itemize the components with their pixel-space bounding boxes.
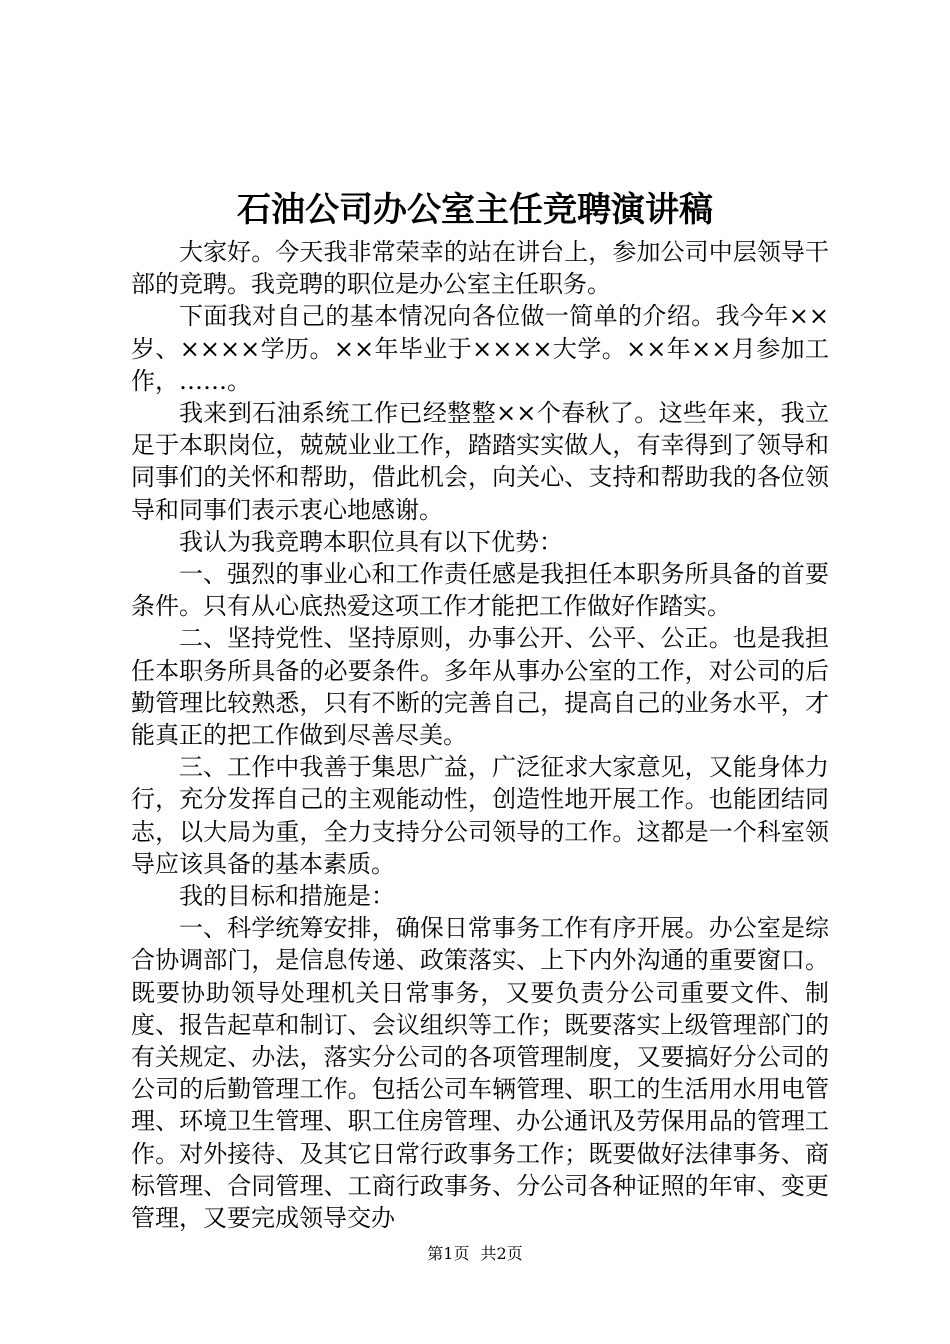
page-footer [0,1243,950,1265]
page-number: 第1页 [427,1244,470,1263]
page-total: 共2页 [480,1244,523,1263]
document-body [131,236,829,1234]
paragraph-self-introduction: 下面我对自己的基本情况向各位做一简单的介绍。我今年××岁、××××学历。××年毕业于××××大学。××年××月参加工作，……。 [131,302,829,395]
paragraph-advantage-1: 一、强烈的事业心和工作责任感是我担任本职务所具备的首要条件。只有从心底热爱这项工作才能把工作做好作踏实。 [131,560,829,621]
paragraph-advantage-3: 三、工作中我善于集思广益，广泛征求大家意见，又能身体力行，充分发挥自己的主观能动性，创造性地开展工作。也能团结同志，以大局为重，全力支持分公司领导的工作。这都是一个科室领导应该具备的基本素质。 [131,753,829,878]
paragraph-work-history: 我来到石油系统工作已经整整××个春秋了。这些年来，我立足于本职岗位，兢兢业业工作，踏踏实实做人，有幸得到了领导和同事们的关怀和帮助，借此机会，向关心、支持和帮助我的各位领导和同事们表示衷心地感谢。 [131,399,829,524]
paragraph-goal-1: 一、科学统筹安排，确保日常事务工作有序开展。办公室是综合协调部门，是信息传递、政策落实、上下内外沟通的重要窗口。既要协助领导处理机关日常事务，又要负责分公司重要文件、制度、报告起草和制订、会议组织等工作；既要落实上级管理部门的有关规定、办法，落实分公司的各项管理制度，又要搞好分公司的公司的后勤管理工作。包括公司车辆管理、职工的生活用水用电管理、环境卫生管理、职工住房管理、办公通讯及劳保用品的管理工作。对外接待、及其它日常行政事务工作；既要做好法律事务、商标管理、合同管理、工商行政事务、分公司各种证照的年审、变更管理，又要完成领导交办 [131,914,829,1233]
paragraph-advantages-intro: 我认为我竞聘本职位具有以下优势： [179,527,563,556]
paragraph-goals-intro: 我的目标和措施是： [179,882,395,911]
paragraph-greeting: 大家好。今天我非常荣幸的站在讲台上，参加公司中层领导干部的竞聘。我竞聘的职位是办公室主任职务。 [131,238,829,299]
document-title: 石油公司办公室主任竞聘演讲稿 [237,190,713,230]
paragraph-advantage-2: 二、坚持党性、坚持原则，办事公开、公平、公正。也是我担任本职务所具备的必要条件。多年从事办公室的工作，对公司的后勤管理比较熟悉，只有不断的完善自己，提高自己的业务水平，才能真正的把工作做到尽善尽美。 [131,624,829,750]
